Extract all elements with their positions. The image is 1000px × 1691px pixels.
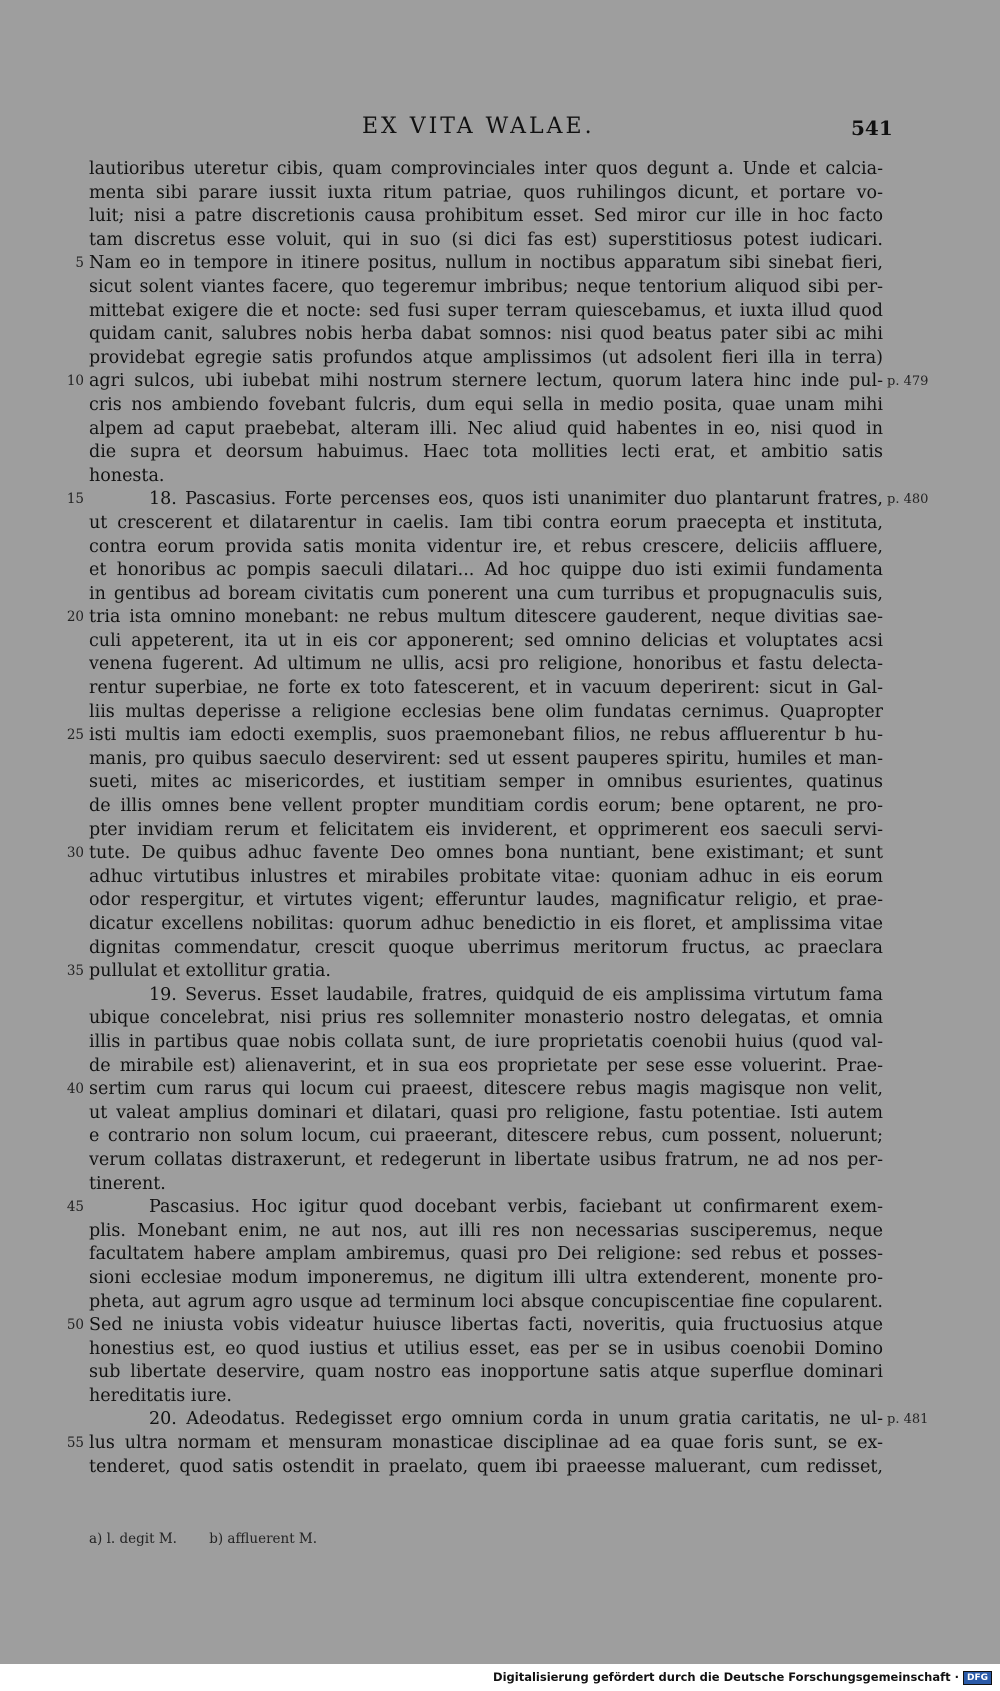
line-text: quidam canit, salubres nobis herba dabat somnos: nisi quod beatus pater sibi ac mihi bbox=[89, 324, 883, 345]
text-line bbox=[0, 984, 1000, 1008]
line-text: plis. Monebant enim, ne aut nos, aut illi res non necessarias susciperemus, neque bbox=[89, 1220, 883, 1241]
line-number: 30 bbox=[66, 845, 84, 862]
text-line bbox=[0, 536, 1000, 560]
text-line bbox=[0, 866, 1000, 890]
text-line bbox=[0, 1432, 1000, 1456]
page-header bbox=[0, 114, 1000, 144]
text-line bbox=[0, 913, 1000, 937]
line-text: ut crescerent et dilatarentur in caelis. Iam tibi contra eorum praecepta et instituta, bbox=[89, 512, 883, 533]
line-text: illis in partibus quae nobis collata sunt, de iure proprietatis coenobii huius (quod val- bbox=[89, 1031, 883, 1052]
line-text: odor respergitur, et virtutes vigent; efferuntur laudes, magnificatur religio, et prae- bbox=[89, 890, 883, 911]
text-line bbox=[0, 465, 1000, 489]
text-line bbox=[0, 795, 1000, 819]
line-text: tute. De quibus adhuc favente Deo omnes bona nuntiant, bene existimant; et sunt bbox=[89, 843, 883, 864]
line-text: menta sibi parare iussit iuxta ritum patriae, quos ruhilingos dicunt, et portare vo- bbox=[89, 182, 883, 203]
line-text: culi appeterent, ita ut in eis cor apponerent; sed omnino delicias et voluptates acsi bbox=[89, 630, 883, 651]
text-line bbox=[0, 583, 1000, 607]
text-line bbox=[0, 1291, 1000, 1315]
line-text: manis, pro quibus saeculo deservirent: sed ut essent pauperes spiritu, humiles et man- bbox=[89, 748, 883, 769]
line-text: 19. Severus. Esset laudabile, fratres, quidquid de eis amplissima virtutum fama bbox=[149, 984, 883, 1005]
line-text: et honoribus ac pompis saeculi dilatari... Ad hoc quippe duo isti eximii fundamenta bbox=[89, 560, 883, 581]
line-text: liis multas deperisse a religione ecclesias bene olim fundatas cernimus. Quapropter bbox=[89, 701, 883, 722]
line-text: pullulat et extollitur gratia. bbox=[89, 961, 331, 982]
line-text: providebat egregie satis profundos atque amplissimos (ut adsolent fieri illa in terra) bbox=[89, 347, 883, 368]
text-line bbox=[0, 1055, 1000, 1079]
line-text: de illis omnes bene vellent propter munditiam cordis eorum; bene optarent, ne pro- bbox=[89, 796, 883, 817]
text-line bbox=[0, 300, 1000, 324]
line-text: die supra et deorsum habuimus. Haec tota mollities lecti erat, et ambitio satis bbox=[89, 442, 883, 463]
line-text: tam discretus esse voluit, qui in suo (si dici fas est) superstitiosus potest iudicari. bbox=[89, 229, 883, 250]
line-text: 20. Adeodatus. Redegisset ergo omnium corda in unum gratia caritatis, ne ul- bbox=[149, 1409, 883, 1430]
line-text: lus ultra normam et mensuram monasticae disciplinae ad ea quae foris sunt, se ex- bbox=[89, 1433, 883, 1454]
text-line bbox=[0, 819, 1000, 843]
text-line bbox=[0, 182, 1000, 206]
line-text: luit; nisi a patre discretionis causa prohibitum esset. Sed miror cur ille in hoc facto bbox=[89, 206, 883, 227]
text-line bbox=[0, 1267, 1000, 1291]
margin-reference: p. 481 bbox=[887, 1412, 929, 1428]
line-text: sub libertate deservire, quam nostro eas inopportune satis atque superflue dominari bbox=[89, 1362, 883, 1383]
text-line bbox=[0, 1102, 1000, 1126]
line-number: 55 bbox=[66, 1435, 84, 1452]
line-text: ubique concelebrat, nisi prius res sollemniter monasterio nostro delegatas, et omnia bbox=[89, 1008, 883, 1029]
page-number: 541 bbox=[851, 116, 893, 140]
text-line bbox=[0, 1456, 1000, 1480]
dfg-logo: DFG bbox=[963, 1671, 992, 1685]
line-text: contra eorum provida satis monita videntur ire, et rebus crescere, deliciis affluere, bbox=[89, 536, 883, 557]
line-text: facultatem habere amplam ambiremus, quasi pro Dei religione: sed rebus et posses- bbox=[89, 1244, 883, 1265]
text-line bbox=[0, 1314, 1000, 1338]
line-text: mittebat exigere die et nocte: sed fusi super terram quiescebamus, et iuxta illud quod bbox=[89, 300, 883, 321]
line-number: 20 bbox=[66, 609, 84, 626]
line-number: 25 bbox=[66, 727, 84, 744]
text-line bbox=[0, 960, 1000, 984]
text-line bbox=[0, 1078, 1000, 1102]
text-line bbox=[0, 1149, 1000, 1173]
text-line bbox=[0, 937, 1000, 961]
text-line bbox=[0, 1220, 1000, 1244]
line-text: de mirabile est) alienaverint, et in sua eos proprietate per sese esse voluerint. Prae- bbox=[89, 1055, 883, 1076]
line-text: 18. Pascasius. Forte percenses eos, quos isti unanimiter duo plantarunt fratres, bbox=[149, 489, 883, 510]
line-number: 50 bbox=[66, 1317, 84, 1334]
line-text: adhuc virtutibus inlustres et mirabiles probitate vitae: quoniam adhuc in eis eorum bbox=[89, 866, 883, 887]
text-line bbox=[0, 418, 1000, 442]
text-line bbox=[0, 842, 1000, 866]
text-line bbox=[0, 158, 1000, 182]
line-number: 5 bbox=[75, 255, 84, 272]
line-text: pter invidiam rerum et felicitatem eis inviderent, et opprimerent eos saeculi servi- bbox=[89, 819, 883, 840]
text-line bbox=[0, 1338, 1000, 1362]
line-text: isti multis iam edocti exemplis, suos praemonebant filios, ne rebus affluerentur b hu- bbox=[89, 725, 883, 746]
text-line bbox=[0, 677, 1000, 701]
text-line bbox=[0, 653, 1000, 677]
text-line bbox=[0, 771, 1000, 795]
line-text: sicut solent viantes facere, quo tegeremur imbribus; neque tentorium aliquod sibi per- bbox=[89, 276, 883, 297]
text-line bbox=[0, 724, 1000, 748]
line-text: tinerent. bbox=[89, 1173, 166, 1194]
margin-reference: p. 479 bbox=[887, 374, 929, 390]
text-line bbox=[0, 394, 1000, 418]
line-number: 45 bbox=[66, 1199, 84, 1216]
footnote-b: b) affluerent M. bbox=[209, 1531, 318, 1547]
line-text: Pascasius. Hoc igitur quod docebant verbis, faciebant ut confirmarent exem- bbox=[149, 1197, 883, 1218]
line-text: sueti, mites ac misericordes, et iustitiam semper in omnibus esurientes, quatinus bbox=[89, 772, 883, 793]
line-text: e contrario non solum locum, cui praeerant, ditescere rebus, cum possent, noluerunt; bbox=[89, 1126, 883, 1147]
line-number: 35 bbox=[66, 963, 84, 980]
line-text: ut valeat amplius dominari et dilatari, quasi pro religione, fastu potentiae. Isti autem bbox=[89, 1102, 883, 1123]
text-line bbox=[0, 370, 1000, 394]
line-text: lautioribus uteretur cibis, quam comprovinciales inter quos degunt a. Unde et calcia- bbox=[89, 159, 883, 179]
line-text: tria ista omnino monebant: ne rebus multum ditescere gauderent, neque divitias sae- bbox=[89, 607, 883, 628]
line-text: honestius est, eo quod iustius et utilius esset, eas per se in usibus coenobii Domino bbox=[89, 1338, 883, 1359]
margin-reference: p. 480 bbox=[887, 492, 929, 508]
line-text: honesta. bbox=[89, 465, 165, 486]
text-line bbox=[0, 205, 1000, 229]
text-line bbox=[0, 1361, 1000, 1385]
text-line bbox=[0, 1031, 1000, 1055]
line-text: dignitas commendatur, crescit quoque uberrimus meritorum fructus, ac praeclara bbox=[89, 937, 883, 958]
text-line bbox=[0, 701, 1000, 725]
line-text: in gentibus ad boream civitatis cum ponerent una cum turribus et propugnaculis suis, bbox=[89, 583, 883, 604]
text-line bbox=[0, 512, 1000, 536]
text-line bbox=[0, 889, 1000, 913]
line-text: hereditatis iure. bbox=[89, 1385, 232, 1406]
text-line bbox=[0, 1173, 1000, 1197]
line-text: Nam eo in tempore in itinere positus, nullum in noctibus apparatum sibi sinebat fieri, bbox=[89, 253, 883, 274]
line-text: dicatur excellens nobilitas: quorum adhuc benedictio in eis floret, et amplissima vitae bbox=[89, 914, 883, 934]
text-line bbox=[0, 1196, 1000, 1220]
text-line bbox=[0, 606, 1000, 630]
text-line bbox=[0, 252, 1000, 276]
line-text: agri sulcos, ubi iubebat mihi nostrum sternere lectum, quorum latera hinc inde pul- bbox=[89, 371, 883, 392]
text-line bbox=[0, 276, 1000, 300]
text-line bbox=[0, 441, 1000, 465]
line-text: cris nos ambiendo fovebant fulcris, dum equi sella in medio posita, quae unam mihi bbox=[89, 394, 883, 415]
line-text: alpem ad caput praebebat, alteram illi. Nec aliud quid habentes in eo, nisi quod in bbox=[89, 418, 883, 439]
body-text bbox=[0, 158, 1000, 1479]
footnote-a: a) l. degit M. bbox=[89, 1531, 177, 1547]
text-line bbox=[0, 1125, 1000, 1149]
credit-text: Digitalisierung gefördert durch die Deutsche Forschungsgemeinschaft · bbox=[493, 1670, 959, 1684]
text-line bbox=[0, 323, 1000, 347]
running-head: EX VITA WALAE. bbox=[362, 114, 595, 139]
line-number: 15 bbox=[66, 491, 84, 508]
line-text: rentur superbiae, ne forte ex toto fatescerent, et in vacuum deperirent: sicut in Gal- bbox=[89, 678, 883, 699]
text-line bbox=[0, 1007, 1000, 1031]
line-text: verum collatas distraxerunt, et redegerunt in libertate usibus fratrum, ne ad nos per- bbox=[89, 1149, 883, 1170]
text-line bbox=[0, 488, 1000, 512]
text-line bbox=[0, 1385, 1000, 1409]
text-line bbox=[0, 1243, 1000, 1267]
digitization-credit bbox=[493, 1670, 992, 1685]
footnotes bbox=[89, 1531, 345, 1547]
line-text: tenderet, quod satis ostendit in praelato, quem ibi praeesse maluerant, cum redisset, bbox=[89, 1456, 883, 1477]
line-text: sioni ecclesiae modum imponeremus, ne digitum illi ultra extenderent, monente pro- bbox=[89, 1267, 883, 1288]
text-line bbox=[0, 229, 1000, 253]
line-text: Sed ne iniusta vobis videatur huiusce libertas facti, noveritis, quia fructuosius atque bbox=[89, 1315, 883, 1336]
line-text: sertim cum rarus qui locum cui praeest, ditescere rebus magis magisque non velit, bbox=[89, 1079, 883, 1100]
line-number: 10 bbox=[66, 373, 84, 390]
text-line bbox=[0, 1408, 1000, 1432]
line-text: venena fugerent. Ad ultimum ne ullis, acsi pro religione, honoribus et fastu delecta- bbox=[89, 654, 883, 675]
text-line bbox=[0, 559, 1000, 583]
line-number: 40 bbox=[66, 1081, 84, 1098]
text-line bbox=[0, 347, 1000, 371]
text-line bbox=[0, 748, 1000, 772]
line-text: pheta, aut agrum agro usque ad terminum loci absque concupiscentiae fine copularent. bbox=[89, 1291, 883, 1312]
text-line bbox=[0, 630, 1000, 654]
